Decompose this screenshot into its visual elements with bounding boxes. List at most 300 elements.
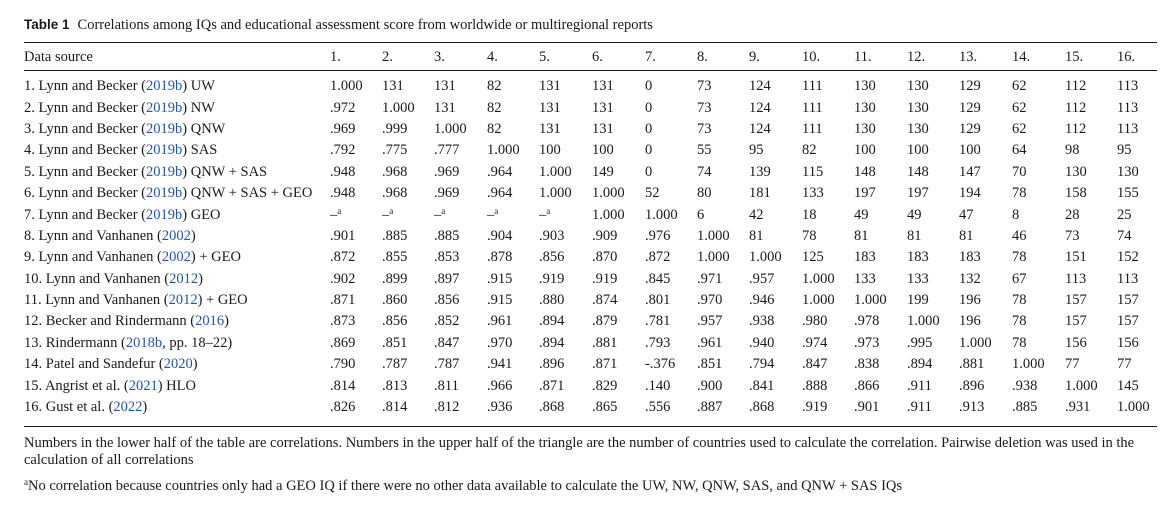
citation-year-link[interactable]: 2019b [146,99,183,116]
value-cell [959,204,1012,225]
value-cell [697,247,749,268]
cell-value: 112 [1065,99,1087,116]
cell-value: 157 [1065,292,1087,309]
cell-value: .873 [330,313,356,330]
value-cell [749,247,802,268]
cell-value: 8 [1012,206,1020,223]
value-cell [592,311,645,332]
source-name: 1. Lynn and Becker ( [24,78,147,95]
value-cell [959,247,1012,268]
value-cell [592,119,645,140]
value-cell [854,269,907,290]
cell-value: .775 [382,142,408,159]
cell-value: 95 [1117,142,1132,159]
data-source-cell [24,183,330,204]
value-cell [1012,183,1065,204]
value-cell [330,269,382,290]
value-cell [907,97,959,118]
value-cell [1117,119,1157,140]
cell-value: .911 [907,377,932,394]
cell-value: 73 [697,120,712,137]
cell-value: .879 [592,313,618,330]
source-suffix: ) NW [182,99,215,116]
cell-value: 157 [1065,313,1087,330]
value-cell [1012,375,1065,396]
cell-value: 74 [697,163,712,180]
header-col-10: 10. [802,48,821,65]
cell-value: 130 [854,78,876,95]
value-cell [1065,140,1117,161]
value-cell [1117,375,1157,396]
cell-value: .777 [434,142,460,159]
header-col-12: 12. [907,48,926,65]
cell-value: 130 [907,99,929,116]
cell-value: 78 [1012,185,1027,202]
cell-value: 1.000 [802,292,835,309]
cell-value: .964 [487,185,513,202]
cell-value: 81 [854,227,869,244]
value-cell [802,354,854,375]
value-cell [907,183,959,204]
value-cell [592,97,645,118]
cell-value: 77 [1065,356,1080,373]
value-cell [802,333,854,354]
value-cell [645,397,697,418]
source-suffix: ) HLO [157,377,196,394]
source-name: 4. Lynn and Becker ( [24,142,147,159]
value-cell [539,290,592,311]
cell-value: .894 [539,334,565,351]
cell-value: .787 [434,356,460,373]
footnote-marker: a [546,206,551,217]
cell-value: .813 [382,377,408,394]
value-cell [697,397,749,418]
value-cell [645,140,697,161]
cell-value: .801 [645,292,671,309]
source-name: 3. Lynn and Becker ( [24,120,147,137]
cell-value: 145 [1117,377,1139,394]
value-cell [382,354,434,375]
value-cell [907,397,959,418]
footnote-marker: a [389,206,394,217]
value-cell [907,311,959,332]
footnote-marker: a [337,206,342,217]
value-cell [854,97,907,118]
source-suffix: ) GEO [182,206,221,223]
value-cell [854,183,907,204]
value-cell [1117,226,1157,247]
value-cell [959,269,1012,290]
header-col-4: 4. [487,48,498,65]
value-cell [1117,162,1157,183]
cell-value: .973 [854,334,880,351]
table-row [24,397,1157,418]
source-name: 7. Lynn and Becker ( [24,206,147,223]
cell-value: .866 [854,377,880,394]
cell-value: .995 [907,334,933,351]
cell-value: .909 [592,227,618,244]
value-cell [1065,290,1117,311]
cell-value: -.376 [645,356,676,373]
cell-value: 152 [1117,249,1139,266]
cell-value: .961 [697,334,723,351]
value-cell [539,333,592,354]
cell-value: 1.000 [697,227,730,244]
value-cell [487,333,539,354]
value-cell [959,68,1012,97]
value-cell [1012,247,1065,268]
citation-year-link[interactable]: 2019b [146,163,183,180]
value-cell [959,397,1012,418]
value-cell [1012,354,1065,375]
value-cell [802,397,854,418]
value-cell [487,311,539,332]
value-cell [592,204,645,225]
header-col-14: 14. [1012,48,1031,65]
cell-value: .885 [1012,399,1038,416]
value-cell [854,204,907,225]
cell-value: .903 [539,227,565,244]
cell-value: 130 [907,78,929,95]
table-row [24,97,1157,118]
value-cell [959,375,1012,396]
cell-value: 62 [1012,99,1027,116]
value-cell [487,119,539,140]
cell-value: .970 [697,292,723,309]
value-cell [907,269,959,290]
value-cell [1117,354,1157,375]
citation-year-link[interactable]: 2020 [163,356,193,373]
citation-year-link[interactable]: 2012 [169,270,199,287]
value-cell [487,204,539,225]
cell-value: .847 [802,356,828,373]
cell-value: .794 [749,356,775,373]
source-name: 16. Gust et al. ( [24,399,114,416]
value-cell [539,354,592,375]
cell-value: 156 [1117,334,1139,351]
value-cell [382,162,434,183]
source-suffix: ) + GEO [190,249,241,266]
value-cell [434,226,487,247]
value-cell [592,183,645,204]
cell-value: .964 [487,163,513,180]
value-cell [645,119,697,140]
cell-value: 148 [854,163,876,180]
header-col-2: 2. [382,48,393,65]
value-cell [330,397,382,418]
table-row [24,290,1157,311]
value-cell [697,68,749,97]
source-name: 10. Lynn and Vanhanen ( [24,270,170,287]
source-suffix: ) [198,270,203,287]
citation-year-link[interactable]: 2022 [113,399,143,416]
value-cell [959,290,1012,311]
cell-value: .957 [697,313,723,330]
value-cell [1117,397,1157,418]
data-source-cell [24,269,330,290]
value-cell [539,375,592,396]
citation-year-link[interactable]: 2002 [161,249,191,266]
cell-value: .793 [645,334,671,351]
value-cell [1012,162,1065,183]
cell-value: 82 [802,142,817,159]
cell-value: 78 [1012,313,1027,330]
value-cell [907,226,959,247]
cell-value: – [487,207,495,224]
cell-value: .556 [645,399,671,416]
value-cell [1065,97,1117,118]
value-cell [802,247,854,268]
cell-value: 139 [749,163,771,180]
header-col-1: 1. [330,48,341,65]
cell-value: 1.000 [434,120,467,137]
value-cell [697,226,749,247]
cell-value: .880 [539,292,565,309]
value-cell [697,269,749,290]
cell-value: .936 [487,399,513,416]
cell-value: 64 [1012,142,1027,159]
value-cell [1065,183,1117,204]
cell-value: .896 [539,356,565,373]
value-cell [434,311,487,332]
value-cell [592,140,645,161]
cell-value: .899 [382,270,408,287]
cell-value: .966 [487,377,513,394]
citation-year-link[interactable]: 2019b [146,142,183,159]
data-source-cell [24,354,330,375]
source-name: 14. Patel and Sandefur ( [24,356,164,373]
cell-value: 0 [645,142,653,159]
value-cell [1065,333,1117,354]
cell-value: .969 [434,163,460,180]
value-cell [802,68,854,97]
bottom-rule [24,426,1157,427]
value-cell [854,119,907,140]
cell-value: 131 [434,99,456,116]
value-cell [487,68,539,97]
cell-value: 156 [1065,334,1087,351]
value-cell [645,354,697,375]
cell-value: .871 [330,292,356,309]
value-cell [645,333,697,354]
cell-value: .826 [330,399,356,416]
citation-year-link[interactable]: 2019b [146,78,183,95]
cell-value: 73 [1065,227,1080,244]
cell-value: 78 [1012,249,1027,266]
value-cell [539,226,592,247]
citation-year-link[interactable]: 2019b [146,206,183,223]
header-col-8: 8. [697,48,708,65]
value-cell [1012,68,1065,97]
value-cell [330,183,382,204]
cell-value: 1.000 [382,99,415,116]
value-cell [592,375,645,396]
cell-value: .948 [330,185,356,202]
value-cell [802,140,854,161]
header-col-15: 15. [1065,48,1084,65]
value-cell [697,119,749,140]
cell-value: 113 [1117,270,1139,287]
value-cell [1065,354,1117,375]
value-cell [539,119,592,140]
value-cell [592,397,645,418]
cell-value: 131 [592,78,614,95]
value-cell [697,183,749,204]
value-cell [1012,140,1065,161]
cell-value: 130 [907,120,929,137]
cell-value: 78 [1012,334,1027,351]
value-cell [487,183,539,204]
cell-value: 0 [645,99,653,116]
cell-value: 100 [959,142,981,159]
value-cell [382,119,434,140]
citation-year-link[interactable]: 2018b [125,334,163,351]
value-cell [434,354,487,375]
cell-value: .872 [330,249,356,266]
value-cell [1065,68,1117,97]
cell-value: 1.000 [749,249,782,266]
citation-year-link[interactable]: 2021 [128,377,158,394]
value-cell [697,354,749,375]
value-cell [434,68,487,97]
cell-value: 62 [1012,78,1027,95]
cell-value: 81 [749,227,764,244]
value-cell [1065,311,1117,332]
cell-value: 81 [907,227,922,244]
value-cell [749,226,802,247]
cell-value: 131 [539,120,561,137]
value-cell [907,119,959,140]
cell-value: 62 [1012,120,1027,137]
header-col-5: 5. [539,48,550,65]
table-note: Numbers in the lower half of the table are correlations. Numbers in the upper half of the triangle are the number of countries used to calculate the correlation. Pairwise deletion was used in the calculation of all correlations [24,435,1135,468]
citation-year-link[interactable]: 2019b [146,120,183,137]
cell-value: .901 [330,227,356,244]
cell-value: .946 [749,292,775,309]
cell-value: 55 [697,142,712,159]
citation-year-link[interactable]: 2016 [195,313,225,330]
cell-value: 70 [1012,163,1027,180]
cell-value: 82 [487,120,502,137]
cell-value: 131 [434,78,456,95]
cell-value: .881 [959,356,985,373]
cell-value: 111 [802,120,823,137]
cell-value: .881 [592,334,618,351]
value-cell [854,311,907,332]
value-cell [749,140,802,161]
source-name: 9. Lynn and Vanhanen ( [24,249,162,266]
cell-value: 1.000 [1012,356,1045,373]
value-cell [330,68,382,97]
source-suffix: , pp. 18–22) [162,334,233,351]
cell-value: 147 [959,163,981,180]
value-cell [592,68,645,97]
header-col-9: 9. [749,48,760,65]
cell-value: 18 [802,206,817,223]
value-cell [330,354,382,375]
value-cell [697,140,749,161]
cell-value: .999 [382,120,408,137]
cell-value: 155 [1117,185,1139,202]
value-cell [539,311,592,332]
cell-value: 52 [645,185,660,202]
cell-value: .969 [330,120,356,137]
cell-value: .811 [434,377,459,394]
header-col-16: 16. [1117,48,1136,65]
cell-value: 131 [539,78,561,95]
header-col-11: 11. [854,48,872,65]
cell-value: 130 [1065,163,1087,180]
value-cell [434,119,487,140]
header-col-3: 3. [434,48,445,65]
value-cell [592,226,645,247]
cell-value: – [330,207,338,224]
cell-value: .853 [434,249,460,266]
cell-value: 111 [802,78,823,95]
value-cell [854,397,907,418]
cell-value: .856 [539,249,565,266]
value-cell [697,333,749,354]
value-cell [1117,97,1157,118]
value-cell [1117,247,1157,268]
value-cell [592,162,645,183]
header-data-source: Data source [24,48,93,65]
cell-value: 73 [697,99,712,116]
table-row [24,333,1157,354]
data-source-cell [24,226,330,247]
cell-value: .792 [330,142,356,159]
value-cell [434,140,487,161]
value-cell [959,162,1012,183]
cell-value: 129 [959,99,981,116]
value-cell [1117,269,1157,290]
value-cell [1117,183,1157,204]
value-cell [645,68,697,97]
value-cell [539,269,592,290]
value-cell [1012,97,1065,118]
cell-value: .971 [697,270,723,287]
data-source-cell [24,375,330,396]
value-cell [907,204,959,225]
citation-year-link[interactable]: 2012 [168,292,198,309]
value-cell [802,226,854,247]
cell-value: .919 [539,270,565,287]
cell-value: 1.000 [697,249,730,266]
source-suffix: ) + GEO [197,292,248,309]
cell-value: 1.000 [645,206,678,223]
cell-value: .872 [645,249,671,266]
cell-value: .852 [434,313,460,330]
cell-value: 0 [645,163,653,180]
value-cell [382,333,434,354]
value-cell [749,97,802,118]
cell-value: .961 [487,313,513,330]
footnote-marker: a [494,206,499,217]
cell-value: 111 [802,99,823,116]
table-row [24,354,1157,375]
citation-year-link[interactable]: 2002 [161,227,191,244]
citation-year-link[interactable]: 2019b [146,185,183,202]
value-cell [330,162,382,183]
value-cell [539,183,592,204]
value-cell [749,333,802,354]
value-cell [802,162,854,183]
cell-value: 157 [1117,313,1139,330]
cell-value: .874 [592,292,618,309]
header-col-13: 13. [959,48,978,65]
footnote-marker: a [24,477,28,487]
cell-value: .885 [382,227,408,244]
